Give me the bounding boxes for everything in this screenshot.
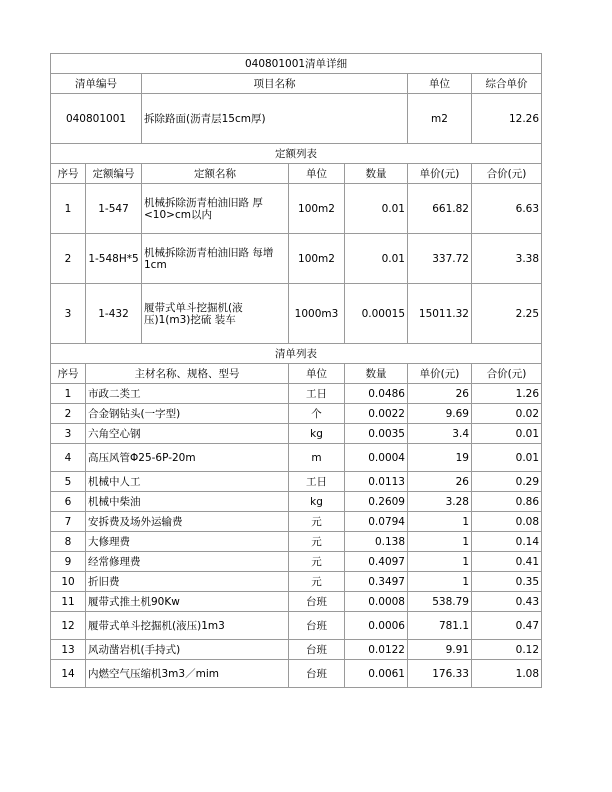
- list-seq: 5: [51, 472, 86, 492]
- list-row: [51, 660, 542, 688]
- list-qty: 0.0113: [345, 472, 408, 492]
- list-total: 0.01: [472, 444, 542, 472]
- list-qty: 0.0008: [345, 592, 408, 612]
- quota-total: 2.25: [472, 284, 542, 344]
- list-name: 经常修理费: [86, 552, 289, 572]
- quota-qty: 0.00015: [345, 284, 408, 344]
- list-section-title: 清单列表: [51, 344, 542, 364]
- quota-qty: 0.01: [345, 234, 408, 284]
- quota-qty: 0.01: [345, 184, 408, 234]
- list-unit: 台班: [289, 592, 345, 612]
- list-total: 0.86: [472, 492, 542, 512]
- list-seq: 7: [51, 512, 86, 532]
- list-qty-header: 数量: [345, 364, 408, 384]
- list-qty: 0.0061: [345, 660, 408, 688]
- quota-code-header: 定额编号: [86, 164, 142, 184]
- page-title: 040801001清单详细: [51, 54, 542, 74]
- list-row: [51, 512, 542, 532]
- list-row: [51, 444, 542, 472]
- quota-qty-header: 数量: [345, 164, 408, 184]
- list-unit: 元: [289, 512, 345, 532]
- quota-name-header: 定额名称: [142, 164, 289, 184]
- bill-detail-table: [50, 53, 542, 688]
- list-unit: 工日: [289, 384, 345, 404]
- list-name: 履带式单斗挖掘机(液压)1m3: [86, 612, 289, 640]
- list-name: 市政二类工: [86, 384, 289, 404]
- quota-seq: 2: [51, 234, 86, 284]
- list-qty: 0.0122: [345, 640, 408, 660]
- list-unit: m: [289, 444, 345, 472]
- list-seq: 13: [51, 640, 86, 660]
- list-seq-header: 序号: [51, 364, 86, 384]
- list-unit: 台班: [289, 660, 345, 688]
- list-price: 3.4: [408, 424, 472, 444]
- list-row: [51, 572, 542, 592]
- quota-total-header: 合价(元): [472, 164, 542, 184]
- list-qty: 0.0486: [345, 384, 408, 404]
- list-seq: 9: [51, 552, 86, 572]
- list-row: [51, 492, 542, 512]
- list-qty: 0.0004: [345, 444, 408, 472]
- list-row: [51, 640, 542, 660]
- quota-total: 3.38: [472, 234, 542, 284]
- list-total: 1.08: [472, 660, 542, 688]
- quota-unit: 100m2: [289, 234, 345, 284]
- list-qty: 0.138: [345, 532, 408, 552]
- quota-row: [51, 284, 542, 344]
- quota-total: 6.63: [472, 184, 542, 234]
- list-name: 合金钢钻头(一字型): [86, 404, 289, 424]
- list-name: 高压风管Φ25-6P-20m: [86, 444, 289, 472]
- list-row: [51, 424, 542, 444]
- list-total: 0.35: [472, 572, 542, 592]
- item-code: 040801001: [51, 94, 142, 144]
- list-name: 机械中人工: [86, 472, 289, 492]
- list-unit: 元: [289, 572, 345, 592]
- list-name: 大修理费: [86, 532, 289, 552]
- quota-seq-header: 序号: [51, 164, 86, 184]
- list-qty: 0.4097: [345, 552, 408, 572]
- list-row: [51, 404, 542, 424]
- list-seq: 12: [51, 612, 86, 640]
- list-price: 9.91: [408, 640, 472, 660]
- list-seq: 10: [51, 572, 86, 592]
- item-code-header: 清单编号: [51, 74, 142, 94]
- list-total: 0.08: [472, 512, 542, 532]
- list-total: 0.47: [472, 612, 542, 640]
- quota-name: 履带式单斗挖掘机(液压)1(m3)挖硫 装车: [142, 284, 289, 344]
- list-unit: 个: [289, 404, 345, 424]
- item-name: 拆除路面(沥青层15cm厚): [142, 94, 408, 144]
- list-price: 26: [408, 384, 472, 404]
- list-unit-header: 单位: [289, 364, 345, 384]
- list-seq: 4: [51, 444, 86, 472]
- quota-price: 15011.32: [408, 284, 472, 344]
- quota-row: [51, 184, 542, 234]
- quota-seq: 1: [51, 184, 86, 234]
- list-total: 0.14: [472, 532, 542, 552]
- list-row: [51, 384, 542, 404]
- list-row: [51, 592, 542, 612]
- list-unit: 元: [289, 552, 345, 572]
- list-qty: 0.3497: [345, 572, 408, 592]
- list-unit: 工日: [289, 472, 345, 492]
- quota-price: 661.82: [408, 184, 472, 234]
- list-seq: 1: [51, 384, 86, 404]
- list-price: 1: [408, 572, 472, 592]
- quota-code: 1-432: [86, 284, 142, 344]
- list-price: 19: [408, 444, 472, 472]
- list-total: 0.02: [472, 404, 542, 424]
- list-qty: 0.0035: [345, 424, 408, 444]
- list-name: 六角空心钢: [86, 424, 289, 444]
- list-price: 1: [408, 512, 472, 532]
- list-price-header: 单价(元): [408, 364, 472, 384]
- list-total: 0.01: [472, 424, 542, 444]
- list-price: 3.28: [408, 492, 472, 512]
- item-name-header: 项目名称: [142, 74, 408, 94]
- list-price: 1: [408, 532, 472, 552]
- list-price: 1: [408, 552, 472, 572]
- list-unit: 台班: [289, 640, 345, 660]
- list-total: 1.26: [472, 384, 542, 404]
- list-name: 履带式推土机90Kw: [86, 592, 289, 612]
- quota-unit-header: 单位: [289, 164, 345, 184]
- list-price: 781.1: [408, 612, 472, 640]
- quota-seq: 3: [51, 284, 86, 344]
- list-row: [51, 552, 542, 572]
- list-name: 机械中柴油: [86, 492, 289, 512]
- list-unit: kg: [289, 492, 345, 512]
- quota-code: 1-548H*5: [86, 234, 142, 284]
- quota-price: 337.72: [408, 234, 472, 284]
- list-price: 9.69: [408, 404, 472, 424]
- list-price: 176.33: [408, 660, 472, 688]
- item-unit: m2: [408, 94, 472, 144]
- item-unit-price: 12.26: [472, 94, 542, 144]
- quota-price-header: 单价(元): [408, 164, 472, 184]
- list-seq: 6: [51, 492, 86, 512]
- list-name: 内燃空气压缩机3m3／mim: [86, 660, 289, 688]
- list-total: 0.12: [472, 640, 542, 660]
- list-price: 26: [408, 472, 472, 492]
- item-unit-header: 单位: [408, 74, 472, 94]
- list-seq: 11: [51, 592, 86, 612]
- list-total-header: 合价(元): [472, 364, 542, 384]
- item-unit-price-header: 综合单价: [472, 74, 542, 94]
- list-qty: 0.0022: [345, 404, 408, 424]
- list-price: 538.79: [408, 592, 472, 612]
- list-name: 安拆费及场外运输费: [86, 512, 289, 532]
- quota-unit: 1000m3: [289, 284, 345, 344]
- list-name-header: 主材名称、规格、型号: [86, 364, 289, 384]
- list-total: 0.43: [472, 592, 542, 612]
- list-seq: 2: [51, 404, 86, 424]
- quota-unit: 100m2: [289, 184, 345, 234]
- list-row: [51, 532, 542, 552]
- list-unit: kg: [289, 424, 345, 444]
- list-total: 0.41: [472, 552, 542, 572]
- list-qty: 0.2609: [345, 492, 408, 512]
- list-name: 风动凿岩机(手持式): [86, 640, 289, 660]
- list-row: [51, 472, 542, 492]
- list-seq: 8: [51, 532, 86, 552]
- list-qty: 0.0794: [345, 512, 408, 532]
- list-name: 折旧费: [86, 572, 289, 592]
- list-qty: 0.0006: [345, 612, 408, 640]
- quota-name: 机械拆除沥青柏油旧路 厚<10>cm以内: [142, 184, 289, 234]
- quota-row: [51, 234, 542, 284]
- list-unit: 元: [289, 532, 345, 552]
- list-seq: 3: [51, 424, 86, 444]
- quota-name: 机械拆除沥青柏油旧路 每增1cm: [142, 234, 289, 284]
- list-unit: 台班: [289, 612, 345, 640]
- list-seq: 14: [51, 660, 86, 688]
- quota-section-title: 定额列表: [51, 144, 542, 164]
- list-row: [51, 612, 542, 640]
- list-total: 0.29: [472, 472, 542, 492]
- quota-code: 1-547: [86, 184, 142, 234]
